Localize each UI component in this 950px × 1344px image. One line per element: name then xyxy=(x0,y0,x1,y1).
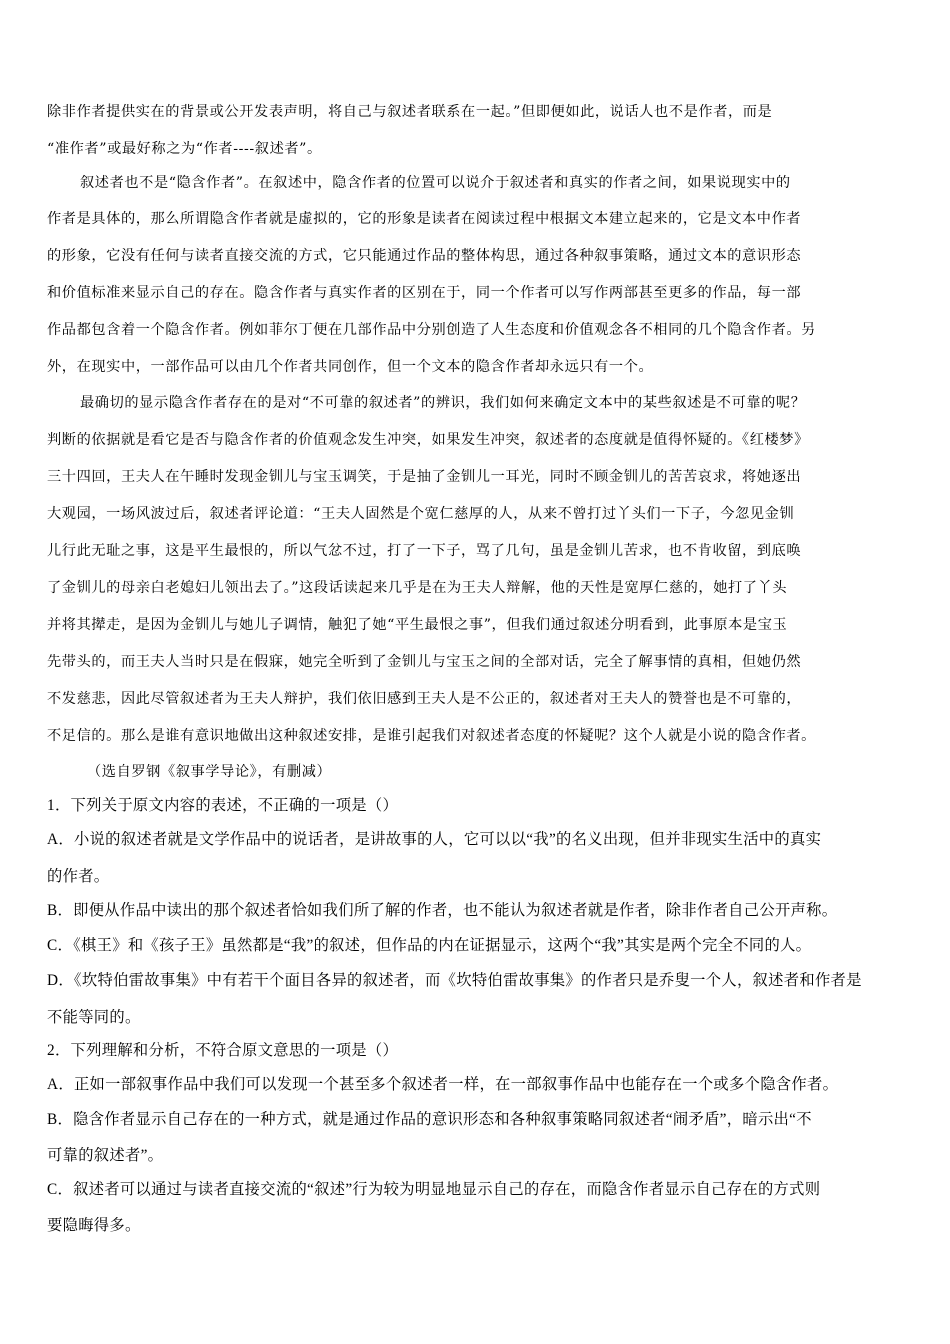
question-2-option-b: B．隐含作者显示自己存在的一种方式，就是通过作品的意识形态和各种叙事策略同叙述者“闹矛盾”，暗示出“不 xyxy=(47,1111,812,1128)
question-1-stem: 1．下列关于原文内容的表述，不正确的一项是（） xyxy=(47,797,399,814)
question-2-option-a: A．正如一部叙事作品中我们可以发现一个甚至多个叙述者一样，在一部叙事作品中也能存在一个或多个隐含作者。 xyxy=(47,1076,839,1093)
article-line: 了金钏儿的母亲白老媳妇儿领出去了。”这段话读起来几乎是在为王夫人辩解，他的天性是宽厚仁慈的，她打了丫头 xyxy=(47,580,788,596)
article-line: 不足信的。那么是谁有意识地做出这种叙述安排，是谁引起我们对叙述者态度的怀疑呢？这个人就是小说的隐含作者。 xyxy=(47,728,816,744)
article-line: “准作者”或最好称之为“作者----叙述者”。 xyxy=(47,141,322,157)
question-1-option-a-cont: 的作者。 xyxy=(47,868,110,885)
question-2-option-b-cont: 可靠的叙述者”。 xyxy=(47,1147,164,1164)
article-line: 外，在现实中，一部作品可以由几个作者共同创作，但一个文本的隐含作者却永远只有一个。 xyxy=(47,359,654,375)
article-line: 并将其撵走，是因为金钏儿与她儿子调情，触犯了她“平生最恨之事”，但我们通过叙述分明看到，此事原本是宝玉 xyxy=(47,617,788,633)
article-line: 判断的依据就是看它是否与隐含作者的价值观念发生冲突，如果发生冲突，叙述者的态度就是值得怀疑的。《红楼梦》 xyxy=(47,432,809,448)
question-2-option-c-cont: 要隐晦得多。 xyxy=(47,1217,141,1234)
article-line: 和价值标准来显示自己的存在。隐含作者与真实作者的区别在于，同一个作者可以写作两部甚至更多的作品，每一部 xyxy=(47,285,802,301)
article-line: 除非作者提供实在的背景或公开发表声明，将自己与叙述者联系在一起。”但即便如此，说话人也不是作者，而是 xyxy=(47,104,773,120)
article-line: 作品都包含着一个隐含作者。例如菲尔丁便在几部作品中分别创造了人生态度和价值观念各不相同的几个隐含作者。另 xyxy=(47,322,816,338)
article-line: 儿行此无耻之事，这是平生最恨的，所以气忿不过，打了一下子，骂了几句，虽是金钏儿苦求，也不肯收留，到底唤 xyxy=(47,543,802,559)
question-2-option-c: C．叙述者可以通过与读者直接交流的“叙述”行为较为明显地显示自己的存在，而隐含作者显示自己存在的方式则 xyxy=(47,1181,821,1198)
article-line: 大观园，一场风波过后，叙述者评论道：“王夫人固然是个宽仁慈厚的人，从来不曾打过丫头们一下子，今忽见金钏 xyxy=(47,506,795,522)
question-1-option-d-cont: 不能等同的。 xyxy=(47,1009,141,1026)
article-line: 的形象，它没有任何与读者直接交流的方式，它只能通过作品的整体构思，通过各种叙事策略，通过文本的意识形态 xyxy=(47,248,802,264)
article-line: 先带头的，而王夫人当时只是在假寐，她完全听到了金钏儿与宝玉之间的全部对话，完全了解事情的真相，但她仍然 xyxy=(47,654,802,670)
question-1-option-b: B．即便从作品中读出的那个叙述者恰如我们所了解的作者，也不能认为叙述者就是作者，除非作者自己公开声称。 xyxy=(47,902,838,919)
article-source: （选自罗钢《叙事学导论》，有删减） xyxy=(87,764,332,780)
article-line: 作者是具体的，那么所谓隐含作者就是虚拟的，它的形象是读者在阅读过程中根据文本建立起来的，它是文本中作者 xyxy=(47,211,802,227)
question-2-stem: 2．下列理解和分析，不符合原文意思的一项是（） xyxy=(47,1042,399,1059)
question-1-option-c: C．《棋王》和《孩子王》虽然都是“我”的叙述，但作品的内在证据显示，这两个“我”其实是两个完全不同的人。 xyxy=(47,937,812,954)
question-1-option-a: A．小说的叙述者就是文学作品中的说话者，是讲故事的人，它可以以“我”的名义出现，但并非现实生活中的真实 xyxy=(47,831,822,848)
article-paragraph-start: 最确切的显示隐含作者存在的是对“不可靠的叙述者”的辨识，我们如何来确定文本中的某些叙述是不可靠的呢？ xyxy=(80,395,806,411)
article-line: 三十四回，王夫人在午睡时发现金钏儿与宝玉调笑，于是抽了金钏儿一耳光，同时不顾金钏儿的苦苦哀求，将她逐出 xyxy=(47,469,802,485)
article-line: 不发慈悲，因此尽管叙述者为王夫人辩护，我们依旧感到王夫人是不公正的，叙述者对王夫人的赞誉也是不可靠的， xyxy=(47,691,802,707)
article-paragraph-start: 叙述者也不是“隐含作者”。在叙述中，隐含作者的位置可以说介于叙述者和真实的作者之间，如果说现实中的 xyxy=(80,175,791,191)
question-1-option-d: D．《坎特伯雷故事集》中有若干个面目各异的叙述者，而《坎特伯雷故事集》的作者只是乔叟一个人，叙述者和作者是 xyxy=(47,972,862,989)
